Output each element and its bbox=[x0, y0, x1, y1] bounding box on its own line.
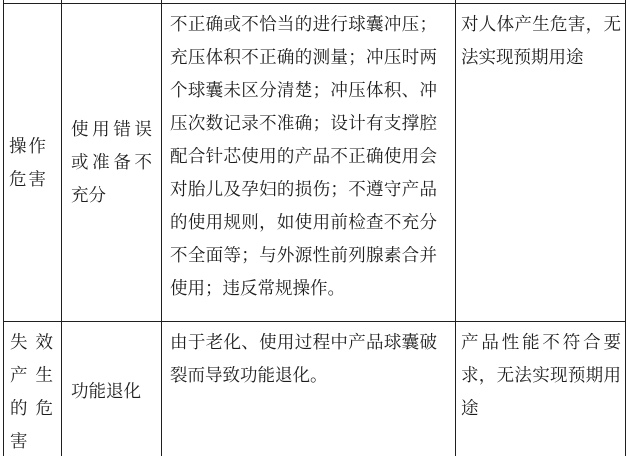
hazard-analysis-table bbox=[3, 0, 626, 456]
cell-hazard-description: 不正确或不恰当的进行球囊冲压；充压体积不正确的测量；冲压时两个球囊未区分清楚；冲压体积、冲压次数记录不准确；设计有支撑腔配合针芯使用的产品不正确使用会对胎儿及孕妇的损伤；不遵守产品的使用规则，如使用前检查不充分不全面等；与外源性前列腺素合并使用；违反常规操作。 bbox=[162, 4, 456, 322]
cell-hazard-effect: 产品性能不符合要求，无法实现预期用途 bbox=[456, 322, 626, 456]
cell-hazard-cause: 功能退化 bbox=[62, 322, 162, 456]
cell-hazard-effect: 对人体产生危害，无法实现预期用途 bbox=[456, 4, 626, 322]
cell-hazard-description: 由于老化、使用过程中产品球囊破裂而导致功能退化。 bbox=[162, 322, 456, 456]
table-row-operation-hazard bbox=[4, 4, 626, 322]
table-row-failure-hazard bbox=[4, 322, 626, 456]
cell-hazard-cause: 使用错误或准备不充分 bbox=[62, 4, 162, 322]
cell-hazard-category: 操作危害 bbox=[4, 4, 62, 322]
cell-hazard-category: 失效产生的危害 bbox=[4, 322, 62, 456]
